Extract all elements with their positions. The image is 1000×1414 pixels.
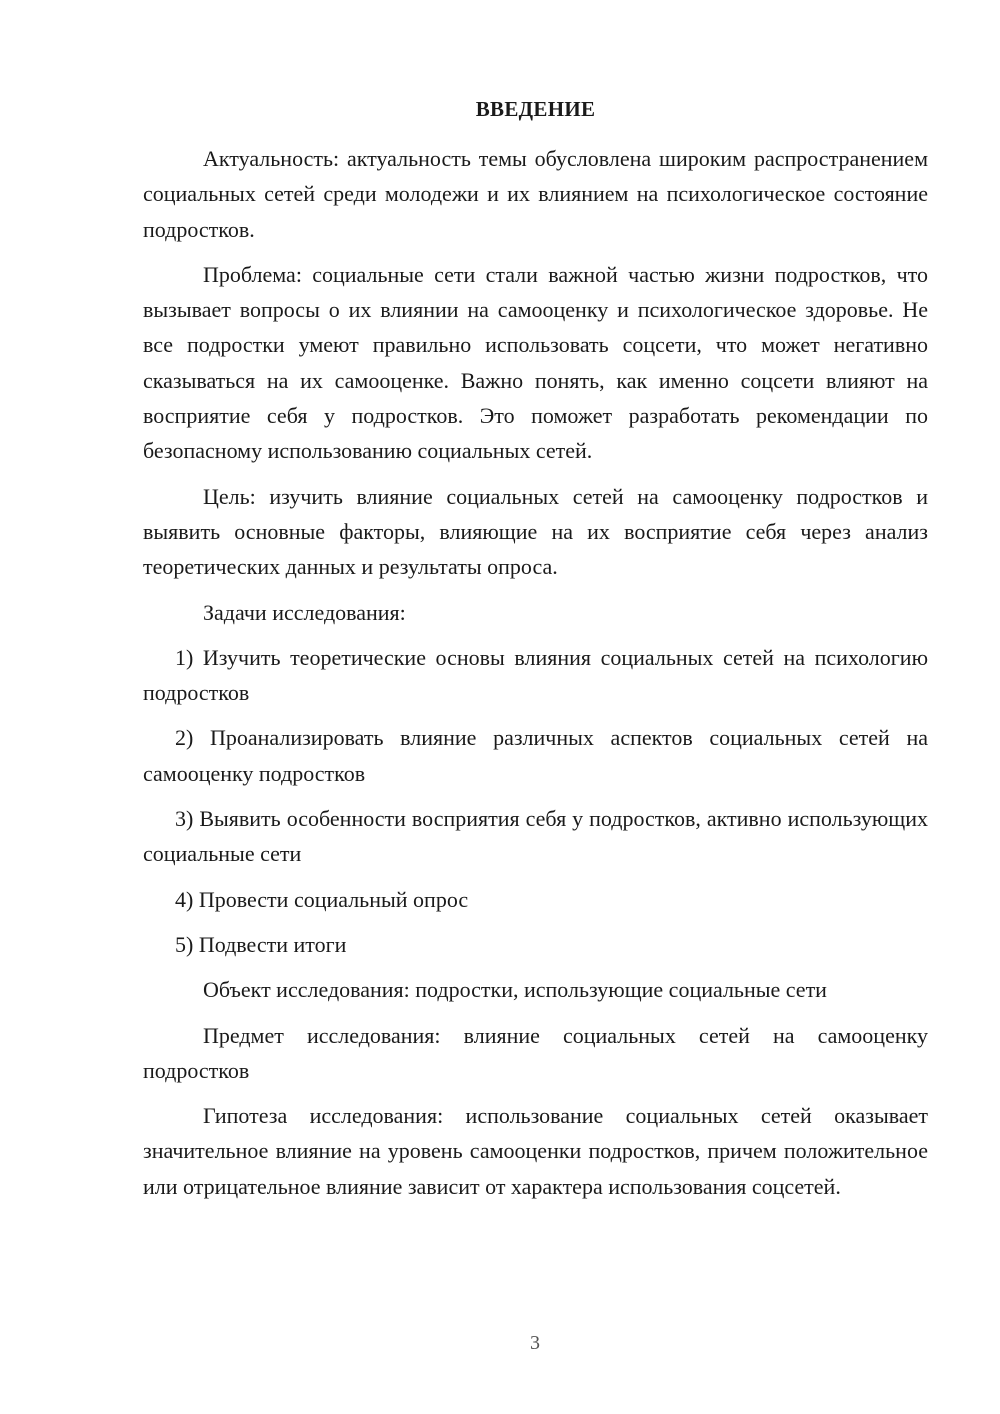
paragraph-object: Объект исследования: подростки, использующие социальные сети — [203, 977, 827, 1003]
document-page — [143, 92, 928, 1214]
task-item: 2) Проанализировать влияние различных аспектов социальных сетей на самооценку подростков — [143, 725, 928, 786]
paragraph-hypothesis: Гипотеза исследования: использование социальных сетей оказывает значительное влияние на уровень самооценки подростков, причем положительное или отрицательное влияние зависит от характера использования соцсетей. — [143, 1103, 928, 1199]
task-item: 4) Провести социальный опрос — [175, 886, 469, 912]
task-item: 1) Изучить теоретические основы влияния социальных сетей на психологию подростков — [143, 644, 928, 706]
paragraph-subject: Предмет исследования: влияние социальных сетей на самооценку подростков — [143, 1022, 928, 1083]
page-number: 3 — [530, 1332, 540, 1354]
paragraph-relevance: Актуальность: актуальность темы обусловлена широким распространением социальных сетей среди молодежи и их влиянием на психологическое состояние подростков. — [143, 146, 928, 242]
task-item: 3) Выявить особенности восприятия себя у подростков, активно использующих социальные сети — [143, 806, 928, 867]
paragraph-tasks-heading: Задачи исследования: — [203, 599, 406, 625]
page-title: ВВЕДЕНИЕ — [475, 97, 596, 121]
task-item: 5) Подвести итоги — [175, 931, 347, 957]
paragraph-goal: Цель: изучить влияние социальных сетей на самооценку подростков и выявить основные факторы, влияющие на их восприятие себя через анализ теоретических данных и результаты опроса. — [143, 483, 928, 580]
paragraph-problem: Проблема: социальные сети стали важной частью жизни подростков, что вызывает вопросы о их влиянии на самооценку и психологическое здоровье. Не все подростки умеют правильно использовать соцсети, что может негативно сказываться на их самооценке. Важно понять, как именно соцсети влияют на восприятие себя у подростков. Это поможет разработать рекомендации по безопасному использованию социальных сетей. — [143, 261, 928, 464]
